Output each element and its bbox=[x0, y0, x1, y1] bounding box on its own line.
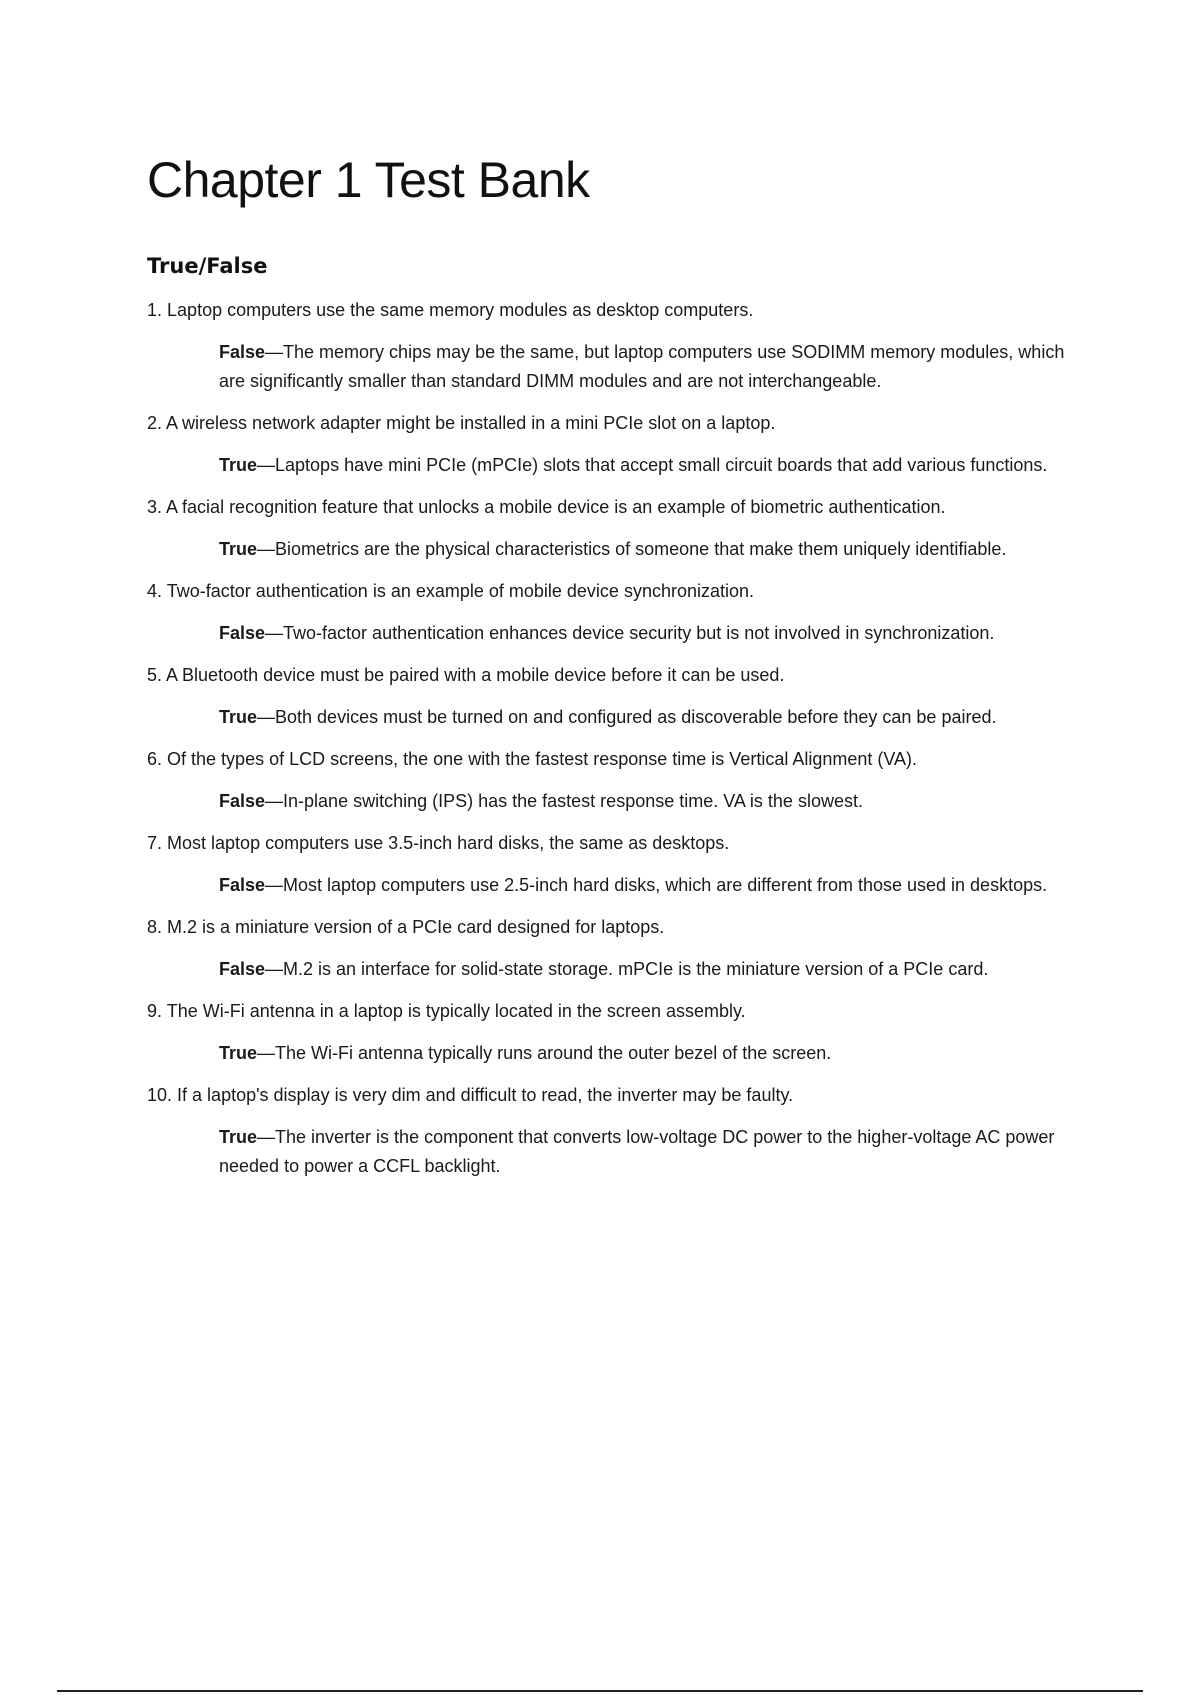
question-item bbox=[147, 661, 1087, 732]
answer-text bbox=[219, 703, 1087, 732]
question-statement: Two-factor authentication is an example of mobile device synchronization. bbox=[166, 581, 755, 601]
question-item bbox=[147, 296, 1087, 396]
answer-verdict: False bbox=[219, 623, 266, 643]
answer-explanation: Most laptop computers use 2.5-inch hard disks, which are different from those used in desktops. bbox=[283, 875, 1048, 895]
question-item bbox=[147, 409, 1087, 480]
question-number: 7. bbox=[147, 833, 163, 853]
answer-text bbox=[219, 619, 1087, 648]
question-number: 2. bbox=[147, 413, 163, 433]
question-number: 4. bbox=[147, 581, 163, 601]
question-text bbox=[147, 409, 1087, 438]
question-number: 9. bbox=[147, 1001, 163, 1021]
answer-text bbox=[219, 535, 1087, 564]
question-text bbox=[147, 296, 1087, 325]
answer-verdict: True bbox=[219, 539, 258, 559]
question-statement: A wireless network adapter might be installed in a mini PCIe slot on a laptop. bbox=[166, 413, 776, 433]
question-text bbox=[147, 1081, 1087, 1110]
answer-explanation: M.2 is an interface for solid-state storage. mPCIe is the miniature version of a PCIe card. bbox=[283, 959, 989, 979]
answer-dash: — bbox=[257, 1127, 276, 1147]
question-list bbox=[147, 296, 1087, 1181]
question-item bbox=[147, 745, 1087, 816]
question-item bbox=[147, 493, 1087, 564]
question-item bbox=[147, 913, 1087, 984]
answer-dash: — bbox=[257, 1043, 276, 1063]
answer-text bbox=[219, 451, 1087, 480]
answer-explanation: The Wi-Fi antenna typically runs around the outer bezel of the screen. bbox=[275, 1043, 832, 1063]
answer-explanation: Laptops have mini PCIe (mPCIe) slots that accept small circuit boards that add various functions. bbox=[275, 455, 1048, 475]
question-text bbox=[147, 997, 1087, 1026]
question-number: 3. bbox=[147, 497, 163, 517]
page-title: Chapter 1 Test Bank bbox=[147, 152, 590, 208]
answer-dash: — bbox=[257, 707, 276, 727]
answer-explanation: Both devices must be turned on and configured as discoverable before they can be paired. bbox=[275, 707, 997, 727]
question-item bbox=[147, 997, 1087, 1068]
answer-verdict: False bbox=[219, 875, 266, 895]
question-statement: A Bluetooth device must be paired with a mobile device before it can be used. bbox=[166, 665, 785, 685]
question-text bbox=[147, 913, 1087, 942]
question-number: 1. bbox=[147, 300, 163, 320]
question-item bbox=[147, 577, 1087, 648]
question-number: 8. bbox=[147, 917, 163, 937]
answer-verdict: True bbox=[219, 1043, 258, 1063]
question-statement: Of the types of LCD screens, the one with the fastest response time is Vertical Alignment (VA). bbox=[167, 749, 918, 769]
answer-verdict: True bbox=[219, 1127, 258, 1147]
answer-verdict: False bbox=[219, 791, 266, 811]
answer-text bbox=[219, 1039, 1087, 1068]
answer-dash: — bbox=[265, 959, 284, 979]
question-text bbox=[147, 829, 1087, 858]
question-statement: M.2 is a miniature version of a PCIe card designed for laptops. bbox=[167, 917, 665, 937]
question-statement: Laptop computers use the same memory modules as desktop computers. bbox=[167, 300, 754, 320]
answer-text bbox=[219, 955, 1087, 984]
answer-verdict: True bbox=[219, 707, 258, 727]
question-statement: A facial recognition feature that unlocks a mobile device is an example of biometric authentication. bbox=[166, 497, 946, 517]
answer-dash: — bbox=[265, 342, 284, 362]
question-statement: If a laptop's display is very dim and difficult to read, the inverter may be faulty. bbox=[177, 1085, 794, 1105]
answer-explanation: Two-factor authentication enhances device security but is not involved in synchronization. bbox=[283, 623, 995, 643]
document-content bbox=[147, 150, 1087, 1194]
answer-text bbox=[219, 1123, 1087, 1181]
answer-dash: — bbox=[265, 791, 284, 811]
answer-verdict: True bbox=[219, 455, 258, 475]
question-text bbox=[147, 577, 1087, 606]
question-number: 5. bbox=[147, 665, 163, 685]
answer-explanation: In-plane switching (IPS) has the fastest response time. VA is the slowest. bbox=[283, 791, 863, 811]
answer-dash: — bbox=[265, 623, 284, 643]
question-item bbox=[147, 829, 1087, 900]
answer-text bbox=[219, 787, 1087, 816]
answer-text bbox=[219, 871, 1087, 900]
section-heading-true-false: True/False bbox=[147, 254, 268, 278]
question-text bbox=[147, 745, 1087, 774]
question-number: 6. bbox=[147, 749, 163, 769]
answer-verdict: False bbox=[219, 342, 266, 362]
question-statement: The Wi-Fi antenna in a laptop is typically located in the screen assembly. bbox=[166, 1001, 746, 1021]
answer-explanation: The inverter is the component that converts low-voltage DC power to the higher-voltage AC power needed to power a CCFL backlight. bbox=[219, 1127, 1055, 1176]
question-number: 10. bbox=[147, 1085, 173, 1105]
answer-dash: — bbox=[265, 875, 284, 895]
answer-text bbox=[219, 338, 1087, 396]
question-statement: Most laptop computers use 3.5-inch hard disks, the same as desktops. bbox=[167, 833, 730, 853]
question-text bbox=[147, 493, 1087, 522]
footer-divider bbox=[57, 1690, 1143, 1692]
question-text bbox=[147, 661, 1087, 690]
answer-dash: — bbox=[257, 455, 276, 475]
question-item bbox=[147, 1081, 1087, 1181]
answer-explanation: The memory chips may be the same, but laptop computers use SODIMM memory modules, which are significantly smaller than standard DIMM modules and are not interchangeable. bbox=[219, 342, 1065, 391]
answer-explanation: Biometrics are the physical characteristics of someone that make them uniquely identifiable. bbox=[275, 539, 1007, 559]
answer-verdict: False bbox=[219, 959, 266, 979]
answer-dash: — bbox=[257, 539, 276, 559]
